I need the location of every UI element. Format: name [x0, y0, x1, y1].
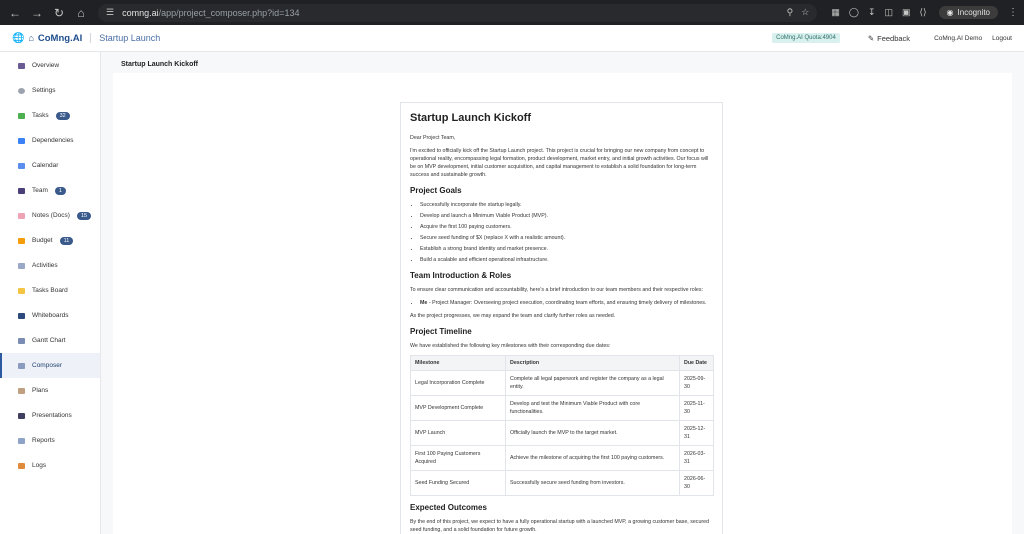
plans-icon — [18, 388, 25, 394]
extensions-icon[interactable]: ▦ — [831, 7, 840, 17]
sidebar-item-label: Notes (Docs) — [32, 212, 70, 219]
team-member-role: - Project Manager: Overseeing project execution, coordinating team efforts, and ensuring timely delivery of milestones. — [427, 300, 707, 306]
sidebar-item-dependencies[interactable] — [0, 128, 100, 153]
list-item: • Acquire the first 100 paying customers. — [420, 223, 714, 231]
incognito-badge[interactable] — [939, 6, 998, 19]
table-row — [411, 396, 714, 421]
timeline-intro: We have established the following key milestones with their corresponding due dates: — [410, 343, 611, 349]
document-preview[interactable] — [400, 102, 723, 534]
sidebar-item-presentations[interactable] — [0, 403, 100, 428]
description-cell: Develop and test the Minimum Viable Product with core functionalities. — [506, 396, 680, 421]
date-cell: 2025-12-31 — [680, 421, 714, 446]
browser-menu-icon[interactable]: ⋮ — [1008, 7, 1018, 18]
sidebar-item-reports[interactable] — [0, 428, 100, 453]
date-cell: 2026-03-31 — [680, 446, 714, 471]
sidebar-item-gantt[interactable] — [0, 328, 100, 353]
url-path: /app/project_composer.php?id=134 — [158, 7, 300, 18]
table-header-row — [411, 356, 714, 371]
notes-icon — [18, 213, 25, 219]
reports-icon — [18, 438, 25, 444]
timeline-heading: Project Timeline — [410, 327, 472, 336]
sidebar-item-team[interactable] — [0, 178, 100, 203]
team-intro: To ensure clear communication and accountability, here's a brief introduction to our team members and their respective roles: — [410, 287, 703, 293]
quota-badge: CoMng.AI Quota:4904 — [772, 33, 840, 43]
reload-icon[interactable]: ↻ — [53, 5, 65, 20]
budget-count-badge: 11 — [60, 237, 74, 245]
goals-heading: Project Goals — [410, 186, 462, 195]
address-bar[interactable] — [98, 4, 817, 22]
brand-logo[interactable] — [12, 33, 82, 44]
team-count-badge: 1 — [55, 187, 66, 195]
sidepanel-icon[interactable]: ◫ — [884, 7, 893, 17]
sidebar-item-label: Budget — [32, 237, 53, 244]
sidebar-item-label: Composer — [32, 362, 62, 369]
feedback-icon: ✎ — [867, 33, 875, 43]
sidebar-item-label: Calendar — [32, 162, 59, 169]
feedback-label: Feedback — [877, 33, 911, 43]
incognito-icon: ◉ — [946, 8, 954, 17]
sidebar-item-label: Logs — [32, 462, 47, 469]
budget-icon — [18, 238, 25, 244]
milestone-cell: MVP Development Complete — [411, 396, 506, 421]
browser-toolbar — [0, 0, 1024, 25]
description-cell: Achieve the milestone of acquiring the first 100 paying customers. — [506, 446, 680, 471]
list-item: • Build a scalable and efficient operational infrastructure. — [420, 256, 714, 264]
feedback-button[interactable] — [868, 34, 910, 43]
list-item: • Establish a strong brand identity and market presence. — [420, 245, 714, 253]
calendar-icon — [18, 163, 25, 169]
sidebar-item-label: Plans — [32, 387, 49, 394]
table-row — [411, 446, 714, 471]
globe-icon: 🌐 — [12, 32, 25, 44]
milestone-cell: Legal Incorporation Complete — [411, 371, 506, 396]
notes-count-badge: 15 — [77, 212, 91, 220]
milestone-cell: MVP Launch — [411, 421, 506, 446]
activities-icon — [18, 263, 25, 269]
table-row — [411, 421, 714, 446]
dependencies-icon — [18, 138, 25, 144]
sidebar — [0, 52, 101, 534]
goals-list — [420, 201, 714, 264]
doc-intro: I'm excited to officially kick off the Startup Launch project. This project is crucial for bringing our new company from concept to operational reality, encompassing legal formation, product development, market entry, and initial growth activities. Our focus will be on MVP development, initial customer acquisition, and capital management to establish a solid foundation for long-term success and sustainable growth. — [410, 148, 709, 178]
board-icon — [18, 288, 25, 294]
sidebar-item-label: Settings — [32, 87, 56, 94]
sidebar-item-calendar[interactable] — [0, 153, 100, 178]
forward-arrow-icon[interactable]: → — [31, 5, 43, 20]
downloads-icon[interactable]: ↧ — [867, 7, 876, 17]
milestones-table — [410, 355, 714, 496]
project-name[interactable]: Startup Launch — [90, 33, 160, 43]
milestone-cell: Seed Funding Secured — [411, 471, 506, 496]
description-cell: Successfully secure seed funding from investors. — [506, 471, 680, 496]
sidebar-item-notes[interactable] — [0, 203, 100, 228]
team-outro: As the project progresses, we may expand the team and clarify further roles as needed. — [410, 313, 616, 319]
gear-icon — [18, 88, 25, 94]
sidebar-item-settings[interactable] — [0, 78, 100, 103]
team-heading: Team Introduction & Roles — [410, 271, 512, 280]
list-item: • Secure seed funding of $X (replace X with a realistic amount). — [420, 234, 714, 242]
sidebar-item-plans[interactable] — [0, 378, 100, 403]
whiteboard-icon — [18, 313, 25, 319]
devtools-icon[interactable]: ⟨⟩ — [919, 7, 927, 17]
url-host: comng.ai — [122, 7, 159, 18]
table-row — [411, 371, 714, 396]
sidebar-item-budget[interactable] — [0, 228, 100, 253]
sidebar-item-label: Team — [32, 187, 48, 194]
team-member-name: Me — [420, 300, 428, 306]
home-icon: ⌂ — [28, 33, 34, 43]
sidebar-item-label: Tasks — [32, 112, 49, 119]
description-cell: Complete all legal paperwork and register the company as a legal entity. — [506, 371, 680, 396]
date-cell: 2025-09-30 — [680, 371, 714, 396]
sidebar-item-label: Whiteboards — [32, 312, 69, 319]
sidebar-item-overview[interactable] — [0, 53, 100, 78]
main-content — [101, 52, 1024, 534]
milestone-cell: First 100 Paying Customers Acquired — [411, 446, 506, 471]
composer-icon — [18, 363, 25, 369]
home-icon[interactable]: ⌂ — [77, 5, 85, 20]
list-item — [420, 299, 714, 307]
sidebar-item-label: Presentations — [32, 412, 72, 419]
sidebar-item-composer[interactable] — [0, 353, 100, 378]
back-arrow-icon[interactable]: ← — [9, 5, 21, 20]
zoom-icon[interactable]: ⚲ — [786, 7, 794, 17]
bookmark-star-icon[interactable]: ☆ — [801, 7, 810, 17]
sidebar-item-label: Gantt Chart — [32, 337, 66, 344]
column-header: Due Date — [680, 356, 714, 371]
list-item: • Successfully incorporate the startup legally. — [420, 201, 714, 209]
column-header: Milestone — [411, 356, 506, 371]
sidebar-item-tasks[interactable] — [0, 103, 100, 128]
sidebar-item-label: Dependencies — [32, 137, 74, 144]
doc-title: Startup Launch Kickoff — [410, 112, 532, 124]
sidebar-item-activities[interactable] — [0, 253, 100, 278]
window-icon[interactable]: ▣ — [902, 7, 911, 17]
description-cell: Officially launch the MVP to the target market. — [506, 421, 680, 446]
tasks-count-badge: 32 — [56, 112, 70, 120]
brand-name: CoMng.AI — [37, 32, 83, 44]
date-cell: 2026-06-30 — [680, 471, 714, 496]
incognito-label: Incognito — [957, 8, 990, 17]
sidebar-item-label: Activities — [32, 262, 58, 269]
sidebar-item-label: Tasks Board — [32, 287, 68, 294]
sidebar-item-label: Overview — [32, 62, 60, 69]
outcomes-heading: Expected Outcomes — [410, 503, 487, 512]
profile-icon[interactable]: ◯ — [848, 7, 859, 17]
logout-link[interactable]: Logout — [992, 34, 1012, 42]
logs-icon — [18, 463, 25, 469]
page-title: Startup Launch Kickoff — [121, 61, 199, 68]
presentation-icon — [18, 413, 25, 419]
site-info-icon[interactable]: ☰ — [106, 7, 115, 17]
table-row — [411, 471, 714, 496]
team-icon — [18, 188, 25, 194]
app-header — [0, 25, 1024, 52]
outcomes-text: By the end of this project, we expect to have a fully operational startup with a launched MVP, a growing customer base, secured seed funding, and a solid foundation for future growth. — [410, 519, 710, 533]
doc-greeting: Dear Project Team, — [410, 135, 456, 141]
sidebar-item-label: Reports — [32, 437, 55, 444]
overview-icon — [18, 63, 25, 69]
column-header: Description — [506, 356, 680, 371]
list-item: • Develop and launch a Minimum Viable Product (MVP). — [420, 212, 714, 220]
sidebar-item-tasks-board[interactable] — [0, 278, 100, 303]
team-list — [420, 299, 714, 307]
gantt-icon — [18, 338, 25, 344]
user-menu[interactable]: CoMng.AI Demo — [934, 34, 983, 42]
tasks-icon — [18, 113, 25, 119]
date-cell: 2025-11-30 — [680, 396, 714, 421]
sidebar-item-whiteboards[interactable] — [0, 303, 100, 328]
sidebar-item-logs[interactable] — [0, 453, 100, 478]
